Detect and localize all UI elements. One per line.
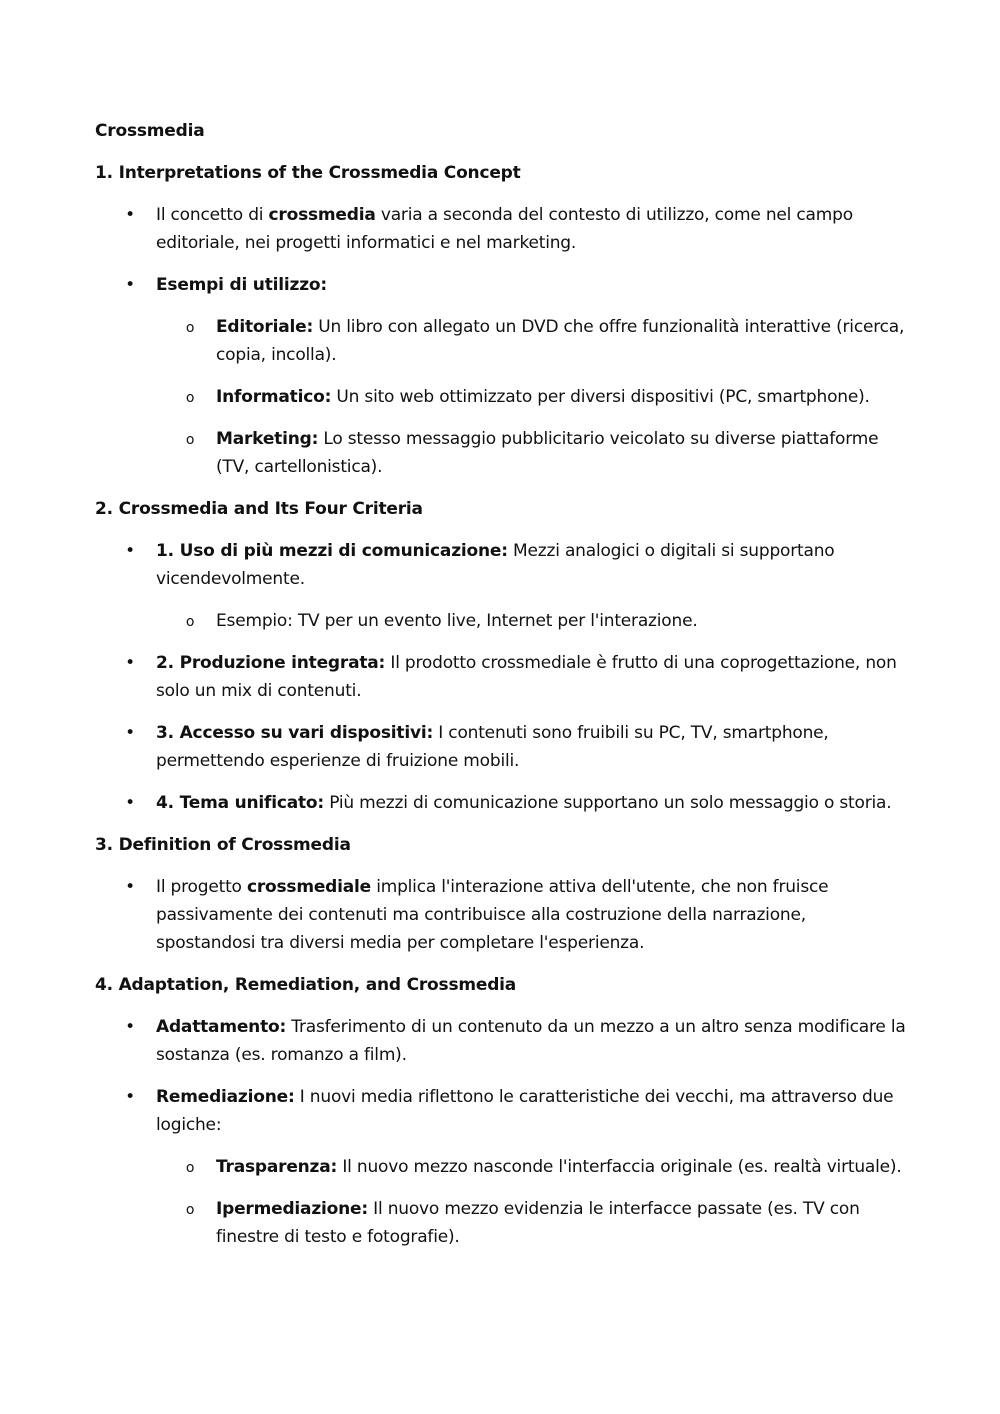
section-heading-2: 2. Crossmedia and Its Four Criteria xyxy=(95,499,423,519)
item-text: varia a seconda del contesto di utilizzo, come nel campo editoriale, nei progetti informatici e nel marketing. xyxy=(156,205,853,253)
item-label: Adattamento: xyxy=(156,1017,287,1037)
circle-bullet-icon: o xyxy=(185,320,195,336)
bullet-icon: • xyxy=(125,541,135,561)
item-bold-term: crossmedia xyxy=(268,205,376,225)
item-label: Remediazione: xyxy=(156,1087,295,1107)
list-item xyxy=(95,201,910,257)
list-item xyxy=(95,271,910,481)
item-text: implica l'interazione attiva dell'utente, che non fruisce passivamente dei contenuti ma contribuisce alla costruzione della narrazione, spostandosi tra diversi media per completare l'esperienza. xyxy=(156,877,829,953)
bullet-icon: • xyxy=(125,793,135,813)
item-text: Il concetto di xyxy=(156,205,269,225)
list-item xyxy=(95,537,910,635)
sub-list-item xyxy=(156,1195,910,1251)
item-label: Ipermediazione: xyxy=(216,1199,368,1219)
item-label: Marketing: xyxy=(216,429,319,449)
item-text: Il progetto xyxy=(156,877,247,897)
bullet-icon: • xyxy=(125,653,135,673)
item-text: Più mezzi di comunicazione supportano un solo messaggio o storia. xyxy=(324,793,892,813)
sub-list xyxy=(156,1153,910,1251)
section-4-list xyxy=(95,1013,910,1251)
item-text: Il nuovo mezzo evidenzia le interfacce passate (es. TV con finestre di testo e fotografie). xyxy=(216,1199,860,1247)
list-item xyxy=(95,1013,910,1069)
section-2-list xyxy=(95,537,910,817)
item-text: I contenuti sono fruibili su PC, TV, smartphone, permettendo esperienze di fruizione mobili. xyxy=(156,723,829,771)
document-page xyxy=(95,117,910,1265)
section-heading-4: 4. Adaptation, Remediation, and Crossmedia xyxy=(95,975,517,995)
document-title: Crossmedia xyxy=(95,121,205,141)
item-label: 4. Tema unificato: xyxy=(156,793,324,813)
item-text: Il nuovo mezzo nasconde l'interfaccia originale (es. realtà virtuale). xyxy=(337,1157,902,1177)
bullet-icon: • xyxy=(125,723,135,743)
sub-list-item xyxy=(156,425,910,481)
sub-list xyxy=(156,607,910,635)
section-heading-3: 3. Definition of Crossmedia xyxy=(95,835,351,855)
item-label: Editoriale: xyxy=(216,317,314,337)
item-text: Lo stesso messaggio pubblicitario veicolato su diverse piattaforme (TV, cartellonistica). xyxy=(216,429,879,477)
circle-bullet-icon: o xyxy=(185,1160,195,1176)
item-text: I nuovi media riflettono le caratteristiche dei vecchi, ma attraverso due logiche: xyxy=(156,1087,894,1135)
list-item xyxy=(95,873,910,957)
section-3-list xyxy=(95,873,910,957)
item-label: 3. Accesso su vari dispositivi: xyxy=(156,723,434,743)
item-label: 2. Produzione integrata: xyxy=(156,653,386,673)
section-heading-1: 1. Interpretations of the Crossmedia Concept xyxy=(95,163,521,183)
item-text: Un sito web ottimizzato per diversi dispositivi (PC, smartphone). xyxy=(331,387,870,407)
list-item xyxy=(95,789,910,817)
sub-list-item xyxy=(156,1153,910,1181)
list-item xyxy=(95,649,910,705)
list-item xyxy=(95,1083,910,1251)
sub-list xyxy=(156,313,910,481)
item-text: Il prodotto crossmediale è frutto di una coprogettazione, non solo un mix di contenuti. xyxy=(156,653,897,701)
bullet-icon: • xyxy=(125,1087,135,1107)
circle-bullet-icon: o xyxy=(185,1202,195,1218)
item-text: Mezzi analogici o digitali si supportano vicendevolmente. xyxy=(156,541,835,589)
item-label: Informatico: xyxy=(216,387,332,407)
sub-list-item xyxy=(156,607,910,635)
bullet-icon: • xyxy=(125,1017,135,1037)
circle-bullet-icon: o xyxy=(185,614,195,630)
item-text: Esempio: TV per un evento live, Internet per l'interazione. xyxy=(216,611,698,631)
bullet-icon: • xyxy=(125,275,135,295)
circle-bullet-icon: o xyxy=(185,432,195,448)
item-text: Un libro con allegato un DVD che offre funzionalità interattive (ricerca, copia, incolla). xyxy=(216,317,905,365)
item-label: Esempi di utilizzo: xyxy=(156,275,327,295)
item-text: Trasferimento di un contenuto da un mezzo a un altro senza modificare la sostanza (es. romanzo a film). xyxy=(156,1017,906,1065)
sub-list-item xyxy=(156,313,910,369)
circle-bullet-icon: o xyxy=(185,390,195,406)
sub-list-item xyxy=(156,383,910,411)
item-label: 1. Uso di più mezzi di comunicazione: xyxy=(156,541,508,561)
item-label: Trasparenza: xyxy=(216,1157,338,1177)
bullet-icon: • xyxy=(125,205,135,225)
list-item xyxy=(95,719,910,775)
item-bold-term: crossmediale xyxy=(246,877,371,897)
section-1-list xyxy=(95,201,910,481)
bullet-icon: • xyxy=(125,877,135,897)
